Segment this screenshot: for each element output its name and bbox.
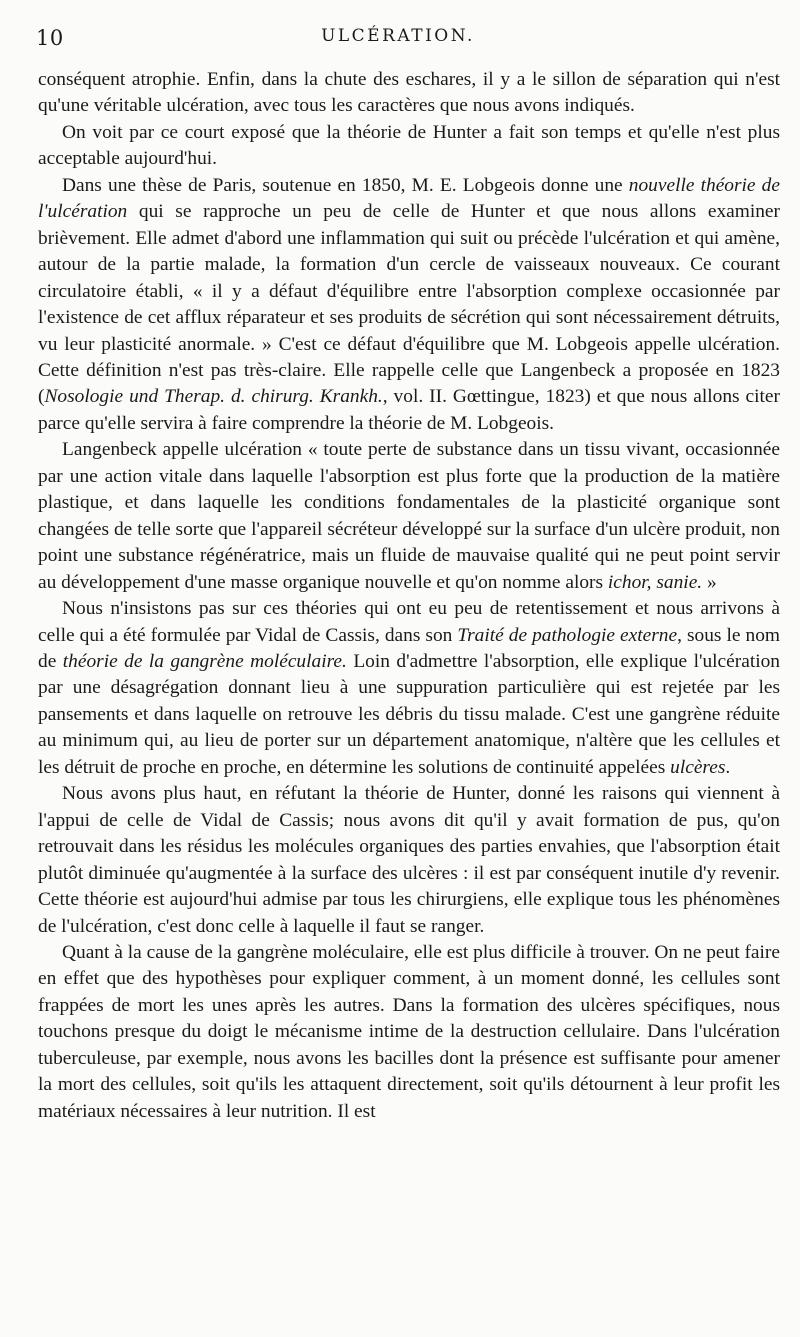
italic-text: ichor, sanie. xyxy=(607,571,703,593)
text-run: conséquent atrophie. Enfin, dans la chute des eschares, il y a le sillon de séparation qui n'est qu'une véritable ulcération, avec tous les caractères que nous avons indiqués. xyxy=(38,69,780,117)
text-run: , sous le nom de xyxy=(38,624,780,672)
italic-text: ulcères xyxy=(670,756,726,778)
text-run: , vol. II. Gœttingue, 1823) et que nous allons citer parce qu'elle servira à faire comprendre la théorie de M. Lobgeois. xyxy=(38,386,780,434)
running-title: ULCÉRATION. xyxy=(321,26,475,46)
body-text xyxy=(38,67,780,1125)
text-run: Dans une thèse de Paris, soutenue en 1850, M. E. Lobgeois donne une xyxy=(62,174,629,196)
italic-text: Traité de pathologie externe xyxy=(457,624,678,646)
italic-text: nouvelle théorie de l'ulcération xyxy=(38,174,780,223)
text-run: Nous avons plus haut, en réfutant la théorie de Hunter, donné les raisons qui viennent à l'appui de celle de Vidal de Cassis; nous avons dit qu'il y avait formation de pus, qu'on retrouvait dans les résidus les molécules organiques des parties envahies, que l'absorption était plutôt diminuée qu'augmentée à la surface des ulcères : il est par conséquent inutile d'y revenir. Cette théorie est aujourd'hui admise par tous les chirurgiens, elle explique tous les phénomènes de l'ulcération, c'est donc celle à laquelle il faut se ranger. xyxy=(38,783,780,937)
italic-text: théorie de la gangrène moléculaire. xyxy=(62,650,347,672)
text-run: » xyxy=(702,571,717,593)
page-number: 10 xyxy=(36,26,64,50)
paragraph xyxy=(38,940,780,1125)
text-run: . xyxy=(725,756,731,778)
text-run: Nous n'insistons pas sur ces théories qui ont eu peu de retentissement et nous arrivons à celle qui a été formulée par Vidal de Cassis, dans son xyxy=(38,598,780,646)
paragraph xyxy=(38,120,780,173)
paragraph xyxy=(38,781,780,940)
page-header xyxy=(36,26,780,54)
paragraph xyxy=(38,437,780,596)
text-run: Quant à la cause de la gangrène moléculaire, elle est plus difficile à trouver. On ne peut faire en effet que des hypothèses pour expliquer comment, à un moment donné, les cellules sont frappées de mort les unes après les autres. Dans la formation des ulcères spécifiques, nous touchons presque du doigt le mécanisme intime de la destruction cellulaire. Dans l'ulcération tuberculeuse, par exemple, nous avons les bacilles dont la présence est suffisante pour amener la mort des cellules, soit qu'ils les attaquent directement, soit qu'ils détournent à leur profit les matériaux nécessaires à leur nutrition. Il est xyxy=(38,941,780,1122)
italic-text: Nosologie und Therap. d. chirurg. Krankh. xyxy=(44,386,383,408)
text-run: On voit par ce court exposé que la théorie de Hunter a fait son temps et qu'elle n'est plus acceptable aujourd'hui. xyxy=(38,121,780,170)
text-run: Loin d'admettre l'absorption, elle explique l'ulcération par une désagrégation donnant lieu à une suppuration particulière qui est rejetée par les pansements et dans laquelle on retrouve les débris du tissu malade. C'est une gangrène réduite au minimum qui, au lieu de porter sur un département anatomique, n'altère que les cellules et les détruit de proche en proche, en détermine les solutions de continuité appelées xyxy=(38,650,780,778)
paragraph xyxy=(38,67,780,120)
text-run: Langenbeck appelle ulcération « toute perte de substance dans un tissu vivant, occasionnée par une action vitale dans laquelle l'absorption est plus forte que la production de la matière plastique, et dans laquelle les conditions fondamentales de la plasticité organique sont changées de telle sorte que l'appareil sécréteur développé sur la surface d'un ulcère produit, non point une substance régénératrice, mais un fluide de mauvaise qualité qui ne peut point servir au développement d'une masse organique nouvelle et qu'on nomme alors xyxy=(38,439,780,593)
paragraph xyxy=(38,596,780,781)
paragraph xyxy=(38,173,780,438)
text-run: qui se rapproche un peu de celle de Hunter et que nous allons examiner brièvement. Elle admet d'abord une inflammation qui suit ou précède l'ulcération et qui amène, autour de la partie malade, la formation d'un cercle de vaisseaux nouveaux. Ce courant circulatoire établi, « il y a défaut d'équilibre entre l'absorption complexe occasionnée par l'existence de cet afflux réparateur et ses produits de sécrétion qui sont nécessairement détruits, vu leur plasticité anormale. » C'est ce défaut d'équilibre que M. Lobgeois appelle ulcération. Cette définition n'est pas très-claire. Elle rappelle celle que Langenbeck a proposée en 1823 ( xyxy=(38,201,780,408)
